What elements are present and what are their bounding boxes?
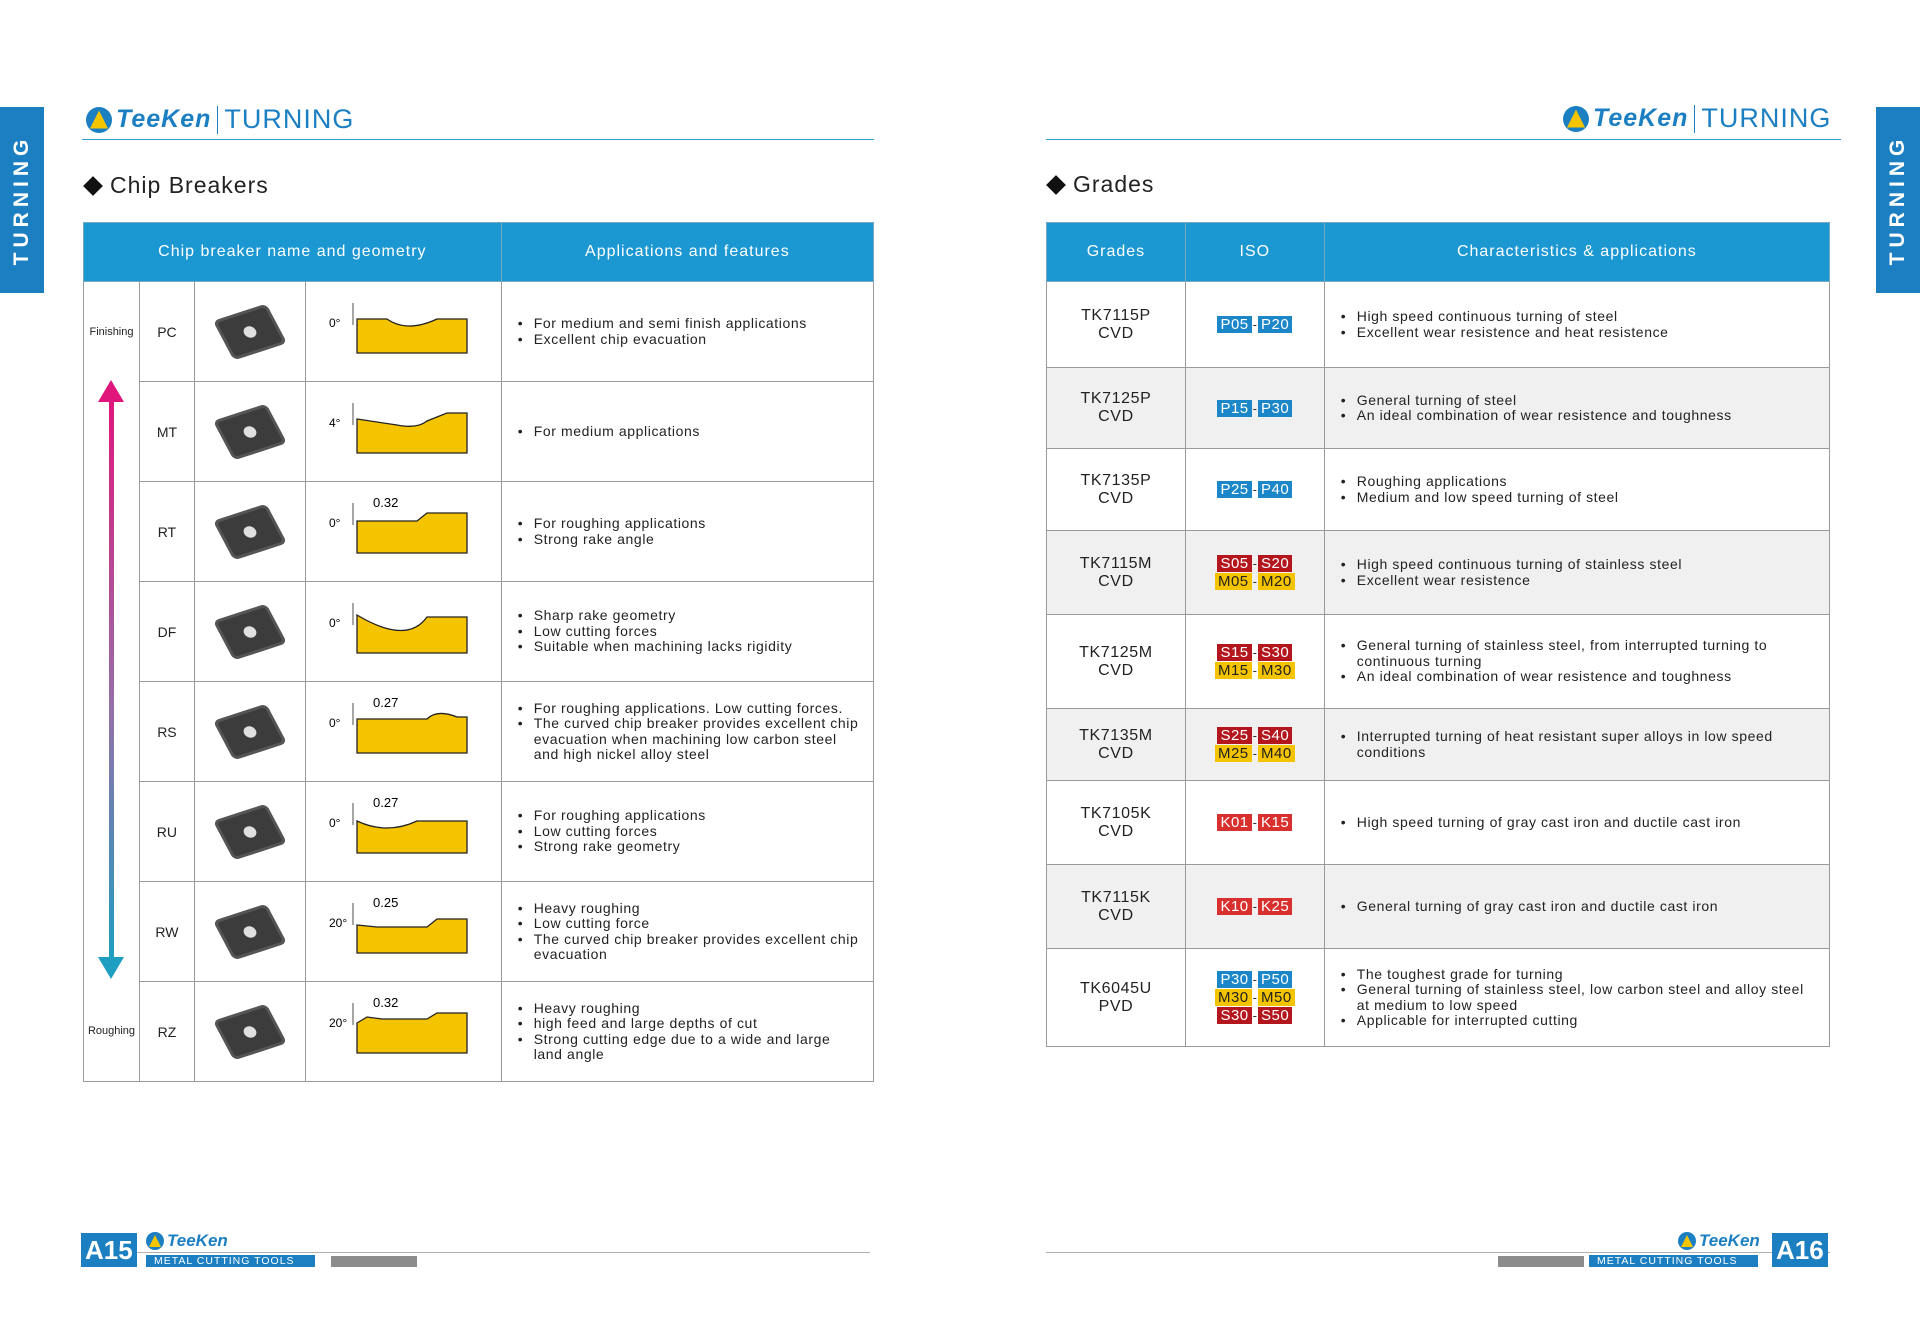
characteristics-cell: [1324, 531, 1829, 615]
feature-item: • For medium applications: [534, 424, 861, 440]
feature-item: • Strong rake geometry: [534, 839, 861, 855]
insert-image-cell: [194, 582, 305, 682]
characteristics-list: [1339, 899, 1819, 915]
feature-item: • The curved chip breaker provides excellent chip evacuation when machining low carbon steel and high nickel alloy steel: [534, 716, 861, 763]
profile-shape: [357, 513, 467, 553]
characteristics-list: [1339, 729, 1819, 760]
grade-row: [1047, 368, 1830, 449]
grade-coating: CVD: [1098, 572, 1134, 590]
feature-item: • Excellent chip evacuation: [534, 332, 861, 348]
side-tab-right: [1876, 107, 1920, 293]
chip-breaker-code: RT: [139, 482, 194, 582]
iso-range-start: S05: [1217, 555, 1251, 572]
characteristic-item: • Applicable for interrupted cutting: [1357, 1013, 1819, 1029]
insert-image-cell: [194, 682, 305, 782]
chip-breaker-code: RU: [139, 782, 194, 882]
iso-range-end: P30: [1258, 400, 1292, 417]
chip-breaker-table: [83, 222, 874, 1082]
iso-range-start: M30: [1215, 989, 1252, 1006]
footer-gray-bar: [331, 1256, 417, 1267]
iso-cell: [1185, 865, 1324, 949]
insert-image-cell: [194, 382, 305, 482]
table-header-row: [1047, 223, 1830, 282]
features-cell: [501, 582, 873, 682]
header-rule-left: [82, 139, 874, 140]
characteristic-item: • General turning of stainless steel, low carbon steel and alloy steel at medium to low speed: [1357, 982, 1819, 1013]
iso-range-dash: -: [1252, 815, 1257, 830]
grade-cell: [1047, 449, 1186, 531]
side-tab-label: TURNING: [10, 134, 33, 266]
feature-item: • For roughing applications. Low cutting forces.: [534, 701, 861, 717]
side-tab-label: TURNING: [1886, 134, 1909, 266]
grade-coating: CVD: [1098, 744, 1134, 762]
insert-hole: [241, 424, 258, 438]
iso-cell: [1185, 709, 1324, 781]
geometry-profile: [307, 895, 497, 965]
insert-icon: [213, 903, 287, 960]
geometry-cell: [305, 282, 501, 382]
grade-name: TK7115M: [1079, 554, 1153, 572]
grade-coating: CVD: [1098, 906, 1134, 924]
features-cell: [501, 982, 873, 1082]
features-list: [516, 316, 861, 347]
iso-cell: [1185, 949, 1324, 1047]
iso-range: [1187, 814, 1323, 831]
iso-range: [1187, 1007, 1323, 1024]
characteristics-cell: [1324, 368, 1829, 449]
characteristic-item: • An ideal combination of wear resistence and toughness: [1357, 408, 1819, 424]
iso-range-start: M05: [1215, 573, 1252, 590]
grade-name: TK6045U: [1080, 979, 1152, 997]
iso-range: [1187, 745, 1323, 762]
feature-item: • The curved chip breaker provides excellent chip evacuation: [534, 932, 861, 963]
iso-range-dash: -: [1252, 746, 1257, 761]
insert-hole: [241, 524, 258, 538]
teeken-logo-icon: [1563, 106, 1589, 132]
geometry-profile: [307, 595, 497, 665]
geometry-profile: [307, 795, 497, 865]
geometry-profile: [307, 495, 497, 565]
grades-table: [1046, 222, 1830, 1047]
insert-icon: [213, 803, 287, 860]
column-header-geometry: Chip breaker name and geometry: [84, 223, 502, 282]
iso-range-end: S20: [1258, 555, 1292, 572]
characteristic-item: • Excellent wear resistence: [1357, 573, 1819, 589]
characteristic-item: • Interrupted turning of heat resistant super alloys in low speed conditions: [1357, 729, 1819, 760]
characteristic-item: • An ideal combination of wear resistence and toughness: [1357, 669, 1819, 685]
geometry-profile: [307, 295, 497, 365]
footer-tag-left: METAL CUTTING TOOLS: [146, 1255, 315, 1267]
diamond-bullet-icon: [83, 176, 103, 196]
column-header-grades: Grades: [1047, 223, 1186, 282]
geometry-profile: [307, 395, 497, 465]
iso-cell: [1185, 282, 1324, 368]
footer-tag-right: METAL CUTTING TOOLS: [1589, 1255, 1758, 1267]
grade-coating: CVD: [1098, 661, 1134, 679]
iso-range-start: P05: [1217, 316, 1251, 333]
divider: [1694, 105, 1695, 133]
footer-logo-right: [1678, 1231, 1760, 1251]
feature-item: • Suitable when machining lacks rigidity: [534, 639, 861, 655]
characteristics-cell: [1324, 449, 1829, 531]
iso-cell: [1185, 781, 1324, 865]
insert-hole: [241, 624, 258, 638]
iso-range-start: K10: [1217, 898, 1251, 915]
section-title-grades: [1045, 171, 1154, 198]
iso-range-start: P25: [1217, 481, 1251, 498]
grade-name: TK7125M: [1079, 643, 1153, 661]
section-name: TURNING: [224, 104, 355, 134]
angle-label: 4°: [328, 416, 341, 430]
features-list: [516, 516, 861, 547]
iso-range-dash: -: [1252, 990, 1257, 1005]
grade-row: [1047, 615, 1830, 709]
geometry-profile: [307, 695, 497, 765]
characteristic-item: • General turning of steel: [1357, 393, 1819, 409]
feature-item: • For roughing applications: [534, 516, 861, 532]
iso-range: [1187, 555, 1323, 572]
characteristic-item: • General turning of gray cast iron and ductile cast iron: [1357, 899, 1819, 915]
feature-item: • Low cutting forces: [534, 824, 861, 840]
column-header-iso: ISO: [1185, 223, 1324, 282]
iso-range-dash: -: [1252, 400, 1257, 416]
chip-breaker-code: RW: [139, 882, 194, 982]
characteristics-cell: [1324, 781, 1829, 865]
iso-range-dash: -: [1252, 645, 1257, 660]
features-cell: [501, 882, 873, 982]
iso-range-end: M50: [1258, 989, 1295, 1006]
characteristics-cell: [1324, 615, 1829, 709]
iso-range-dash: -: [1252, 556, 1257, 571]
dimension-label: 0.32: [372, 995, 399, 1010]
chip-breaker-code: RZ: [139, 982, 194, 1082]
iso-range-end: S30: [1258, 644, 1292, 661]
iso-range: [1187, 727, 1323, 744]
dimension-label: 0.32: [372, 495, 399, 510]
features-list: [516, 701, 861, 763]
geometry-profile: [307, 995, 497, 1065]
feature-item: • Strong rake angle: [534, 532, 861, 548]
grade-name: TK7115K: [1081, 888, 1151, 906]
iso-range: [1187, 989, 1323, 1006]
insert-hole: [241, 324, 258, 338]
angle-label: 0°: [328, 716, 341, 730]
iso-range-start: P30: [1217, 971, 1251, 988]
grade-cell: [1047, 709, 1186, 781]
chip-breaker-row: [84, 782, 874, 882]
page-number-left: A15: [81, 1233, 137, 1267]
grade-name: TK7135P: [1080, 471, 1152, 489]
iso-range: [1187, 644, 1323, 661]
chip-breaker-row: [84, 482, 874, 582]
geometry-cell: [305, 482, 501, 582]
iso-range-start: P15: [1217, 400, 1251, 417]
diamond-bullet-icon: [1046, 175, 1066, 195]
insert-image-cell: [194, 982, 305, 1082]
profile-shape: [357, 319, 467, 353]
iso-range-end: P50: [1258, 971, 1292, 988]
characteristics-list: [1339, 309, 1819, 340]
iso-cell: [1185, 615, 1324, 709]
iso-range: [1187, 662, 1323, 679]
characteristics-list: [1339, 967, 1819, 1029]
column-header-features: Applications and features: [501, 223, 873, 282]
footer-brand: TeeKen: [1699, 1231, 1760, 1250]
arrow-up-icon: [98, 380, 124, 402]
column-header-characteristics: Characteristics & applications: [1324, 223, 1829, 282]
grade-coating: CVD: [1098, 408, 1134, 425]
chip-breaker-row: [84, 882, 874, 982]
iso-range-start: S25: [1217, 727, 1251, 744]
grade-cell: [1047, 368, 1186, 449]
grade-coating: CVD: [1098, 324, 1134, 342]
section-name: TURNING: [1701, 103, 1832, 133]
insert-image-cell: [194, 482, 305, 582]
grade-cell: [1047, 949, 1186, 1047]
iso-range-end: S50: [1258, 1007, 1292, 1024]
iso-range-start: S15: [1217, 644, 1251, 661]
iso-range: [1187, 400, 1323, 417]
header-rule-right: [1046, 139, 1841, 140]
profile-shape: [357, 1013, 467, 1053]
grade-cell: [1047, 531, 1186, 615]
iso-range-dash: -: [1252, 574, 1257, 589]
iso-cell: [1185, 531, 1324, 615]
roughing-label: Roughing: [87, 1025, 136, 1038]
characteristics-list: [1339, 393, 1819, 424]
characteristics-list: [1339, 815, 1819, 831]
teeken-logo-icon: [86, 107, 112, 133]
characteristics-list: [1339, 557, 1819, 588]
insert-image-cell: [194, 782, 305, 882]
characteristic-item: • High speed continuous turning of stainless steel: [1357, 557, 1819, 573]
features-list: [516, 808, 861, 855]
feature-item: • high feed and large depths of cut: [534, 1016, 861, 1032]
grade-row: [1047, 865, 1830, 949]
characteristic-item: • High speed turning of gray cast iron and ductile cast iron: [1357, 815, 1819, 831]
insert-icon: [213, 603, 287, 660]
geometry-cell: [305, 582, 501, 682]
features-list: [516, 424, 861, 440]
iso-range-dash: -: [1252, 482, 1257, 497]
geometry-cell: [305, 682, 501, 782]
insert-hole: [241, 1024, 258, 1038]
iso-range-end: P20: [1258, 316, 1292, 333]
characteristics-cell: [1324, 709, 1829, 781]
footer-gray-bar: [1498, 1256, 1584, 1267]
page-number-right: A16: [1772, 1233, 1828, 1267]
grade-cell: [1047, 282, 1186, 368]
insert-icon: [213, 703, 287, 760]
insert-image-cell: [194, 882, 305, 982]
iso-range-start: S30: [1217, 1007, 1251, 1024]
grade-name: TK7135M: [1079, 726, 1153, 744]
characteristic-item: • General turning of stainless steel, from interrupted turning to continuous turning: [1357, 638, 1819, 669]
grade-name: TK7115P: [1081, 306, 1151, 324]
chip-breaker-code: PC: [139, 282, 194, 382]
iso-range-end: K25: [1258, 898, 1292, 915]
grade-cell: [1047, 865, 1186, 949]
iso-range-end: M20: [1258, 573, 1295, 590]
chip-breaker-row: [84, 282, 874, 382]
characteristic-item: • Excellent wear resistence and heat resistence: [1357, 325, 1819, 341]
geometry-cell: [305, 882, 501, 982]
features-cell: [501, 382, 873, 482]
characteristic-item: • The toughest grade for turning: [1357, 967, 1819, 983]
features-cell: [501, 782, 873, 882]
characteristics-cell: [1324, 949, 1829, 1047]
grade-name: TK7125P: [1080, 390, 1152, 407]
insert-hole: [241, 824, 258, 838]
grade-row: [1047, 709, 1830, 781]
iso-range-dash: -: [1252, 317, 1257, 332]
iso-range-end: M30: [1258, 662, 1295, 679]
section-title-chip-breakers: [82, 172, 269, 199]
table-header-row: [84, 223, 874, 282]
iso-range-dash: -: [1252, 663, 1257, 678]
iso-range-end: S40: [1258, 727, 1292, 744]
arrow-down-icon: [98, 957, 124, 979]
grade-cell: [1047, 781, 1186, 865]
characteristics-cell: [1324, 865, 1829, 949]
insert-icon: [213, 403, 287, 460]
dimension-label: 0.27: [372, 795, 399, 810]
iso-cell: [1185, 368, 1324, 449]
profile-shape: [357, 413, 467, 453]
iso-range-end: P40: [1258, 481, 1292, 498]
level-label-cell: [84, 282, 140, 382]
grade-row: [1047, 949, 1830, 1047]
features-cell: [501, 482, 873, 582]
insert-icon: [213, 303, 287, 360]
dimension-label: 0.25: [372, 895, 399, 910]
angle-label: 0°: [328, 516, 341, 530]
iso-range-start: M25: [1215, 745, 1252, 762]
iso-range: [1187, 573, 1323, 590]
features-list: [516, 1001, 861, 1063]
iso-range-dash: -: [1252, 728, 1257, 743]
side-tab-left: [0, 107, 44, 293]
chip-breaker-code: DF: [139, 582, 194, 682]
iso-range-dash: -: [1252, 899, 1257, 914]
brand-name: TeeKen: [1593, 104, 1689, 132]
iso-range: [1187, 316, 1323, 333]
chip-breaker-row: [84, 582, 874, 682]
grade-row: [1047, 781, 1830, 865]
angle-label: 20°: [328, 1016, 347, 1030]
iso-range-start: M15: [1215, 662, 1252, 679]
feature-item: • Heavy roughing: [534, 1001, 861, 1017]
footer-logo-left: [146, 1231, 228, 1251]
chip-breaker-code: MT: [139, 382, 194, 482]
section-title-text: Grades: [1073, 171, 1155, 197]
feature-item: • Strong cutting edge due to a wide and large land angle: [534, 1032, 861, 1063]
level-label-cell: [84, 982, 140, 1082]
feature-item: • Sharp rake geometry: [534, 608, 861, 624]
feature-item: • Low cutting force: [534, 916, 861, 932]
teeken-logo-icon: [146, 1232, 164, 1250]
chip-breaker-row: [84, 982, 874, 1082]
characteristic-item: • High speed continuous turning of steel: [1357, 309, 1819, 325]
geometry-cell: [305, 382, 501, 482]
insert-icon: [213, 1003, 287, 1060]
dimension-label: 0.27: [372, 695, 399, 710]
divider: [217, 106, 218, 134]
iso-range-dash: -: [1252, 972, 1257, 987]
grade-coating: CVD: [1098, 822, 1134, 840]
iso-range-end: K15: [1258, 814, 1292, 831]
grade-coating: PVD: [1098, 997, 1134, 1015]
grade-name: TK7105K: [1080, 804, 1152, 822]
header-logo-left: [86, 104, 354, 135]
footer-rule-right: [1046, 1252, 1830, 1253]
iso-range-end: M40: [1258, 745, 1295, 762]
angle-label: 0°: [328, 316, 341, 330]
header-logo-right: [1563, 103, 1831, 134]
profile-shape: [357, 919, 467, 953]
angle-label: 20°: [328, 916, 347, 930]
footer-rule-left: [82, 1252, 870, 1253]
brand-name: TeeKen: [116, 105, 212, 133]
footer-brand: TeeKen: [167, 1231, 228, 1250]
insert-icon: [213, 503, 287, 560]
features-list: [516, 901, 861, 963]
characteristics-list: [1339, 474, 1819, 505]
geometry-cell: [305, 982, 501, 1082]
characteristics-cell: [1324, 282, 1829, 368]
grade-row: [1047, 531, 1830, 615]
finishing-roughing-arrow: [109, 398, 114, 962]
feature-item: • For roughing applications: [534, 808, 861, 824]
chip-breaker-code: RS: [139, 682, 194, 782]
insert-hole: [241, 924, 258, 938]
angle-label: 0°: [328, 616, 341, 630]
features-list: [516, 608, 861, 655]
iso-range-start: K01: [1217, 814, 1251, 831]
characteristic-item: • Medium and low speed turning of steel: [1357, 490, 1819, 506]
feature-item: • For medium and semi finish applications: [534, 316, 861, 332]
chip-breaker-row: [84, 382, 874, 482]
grade-row: [1047, 282, 1830, 368]
angle-label: 0°: [328, 816, 341, 830]
finishing-label: Finishing: [89, 325, 134, 338]
profile-shape: [357, 713, 467, 753]
feature-item: • Heavy roughing: [534, 901, 861, 917]
grade-row: [1047, 449, 1830, 531]
features-cell: [501, 282, 873, 382]
feature-item: • Low cutting forces: [534, 624, 861, 640]
iso-range: [1187, 898, 1323, 915]
grade-coating: CVD: [1098, 489, 1134, 507]
iso-cell: [1185, 449, 1324, 531]
iso-range: [1187, 481, 1323, 498]
geometry-cell: [305, 782, 501, 882]
insert-hole: [241, 724, 258, 738]
section-title-text: Chip Breakers: [110, 172, 269, 198]
chip-breaker-row: [84, 682, 874, 782]
grade-cell: [1047, 615, 1186, 709]
iso-range: [1187, 971, 1323, 988]
teeken-logo-icon: [1678, 1232, 1696, 1250]
features-cell: [501, 682, 873, 782]
profile-shape: [357, 821, 467, 853]
characteristics-list: [1339, 638, 1819, 685]
profile-shape: [357, 615, 467, 653]
characteristic-item: • Roughing applications: [1357, 474, 1819, 490]
insert-image-cell: [194, 282, 305, 382]
iso-range-dash: -: [1252, 1008, 1257, 1023]
